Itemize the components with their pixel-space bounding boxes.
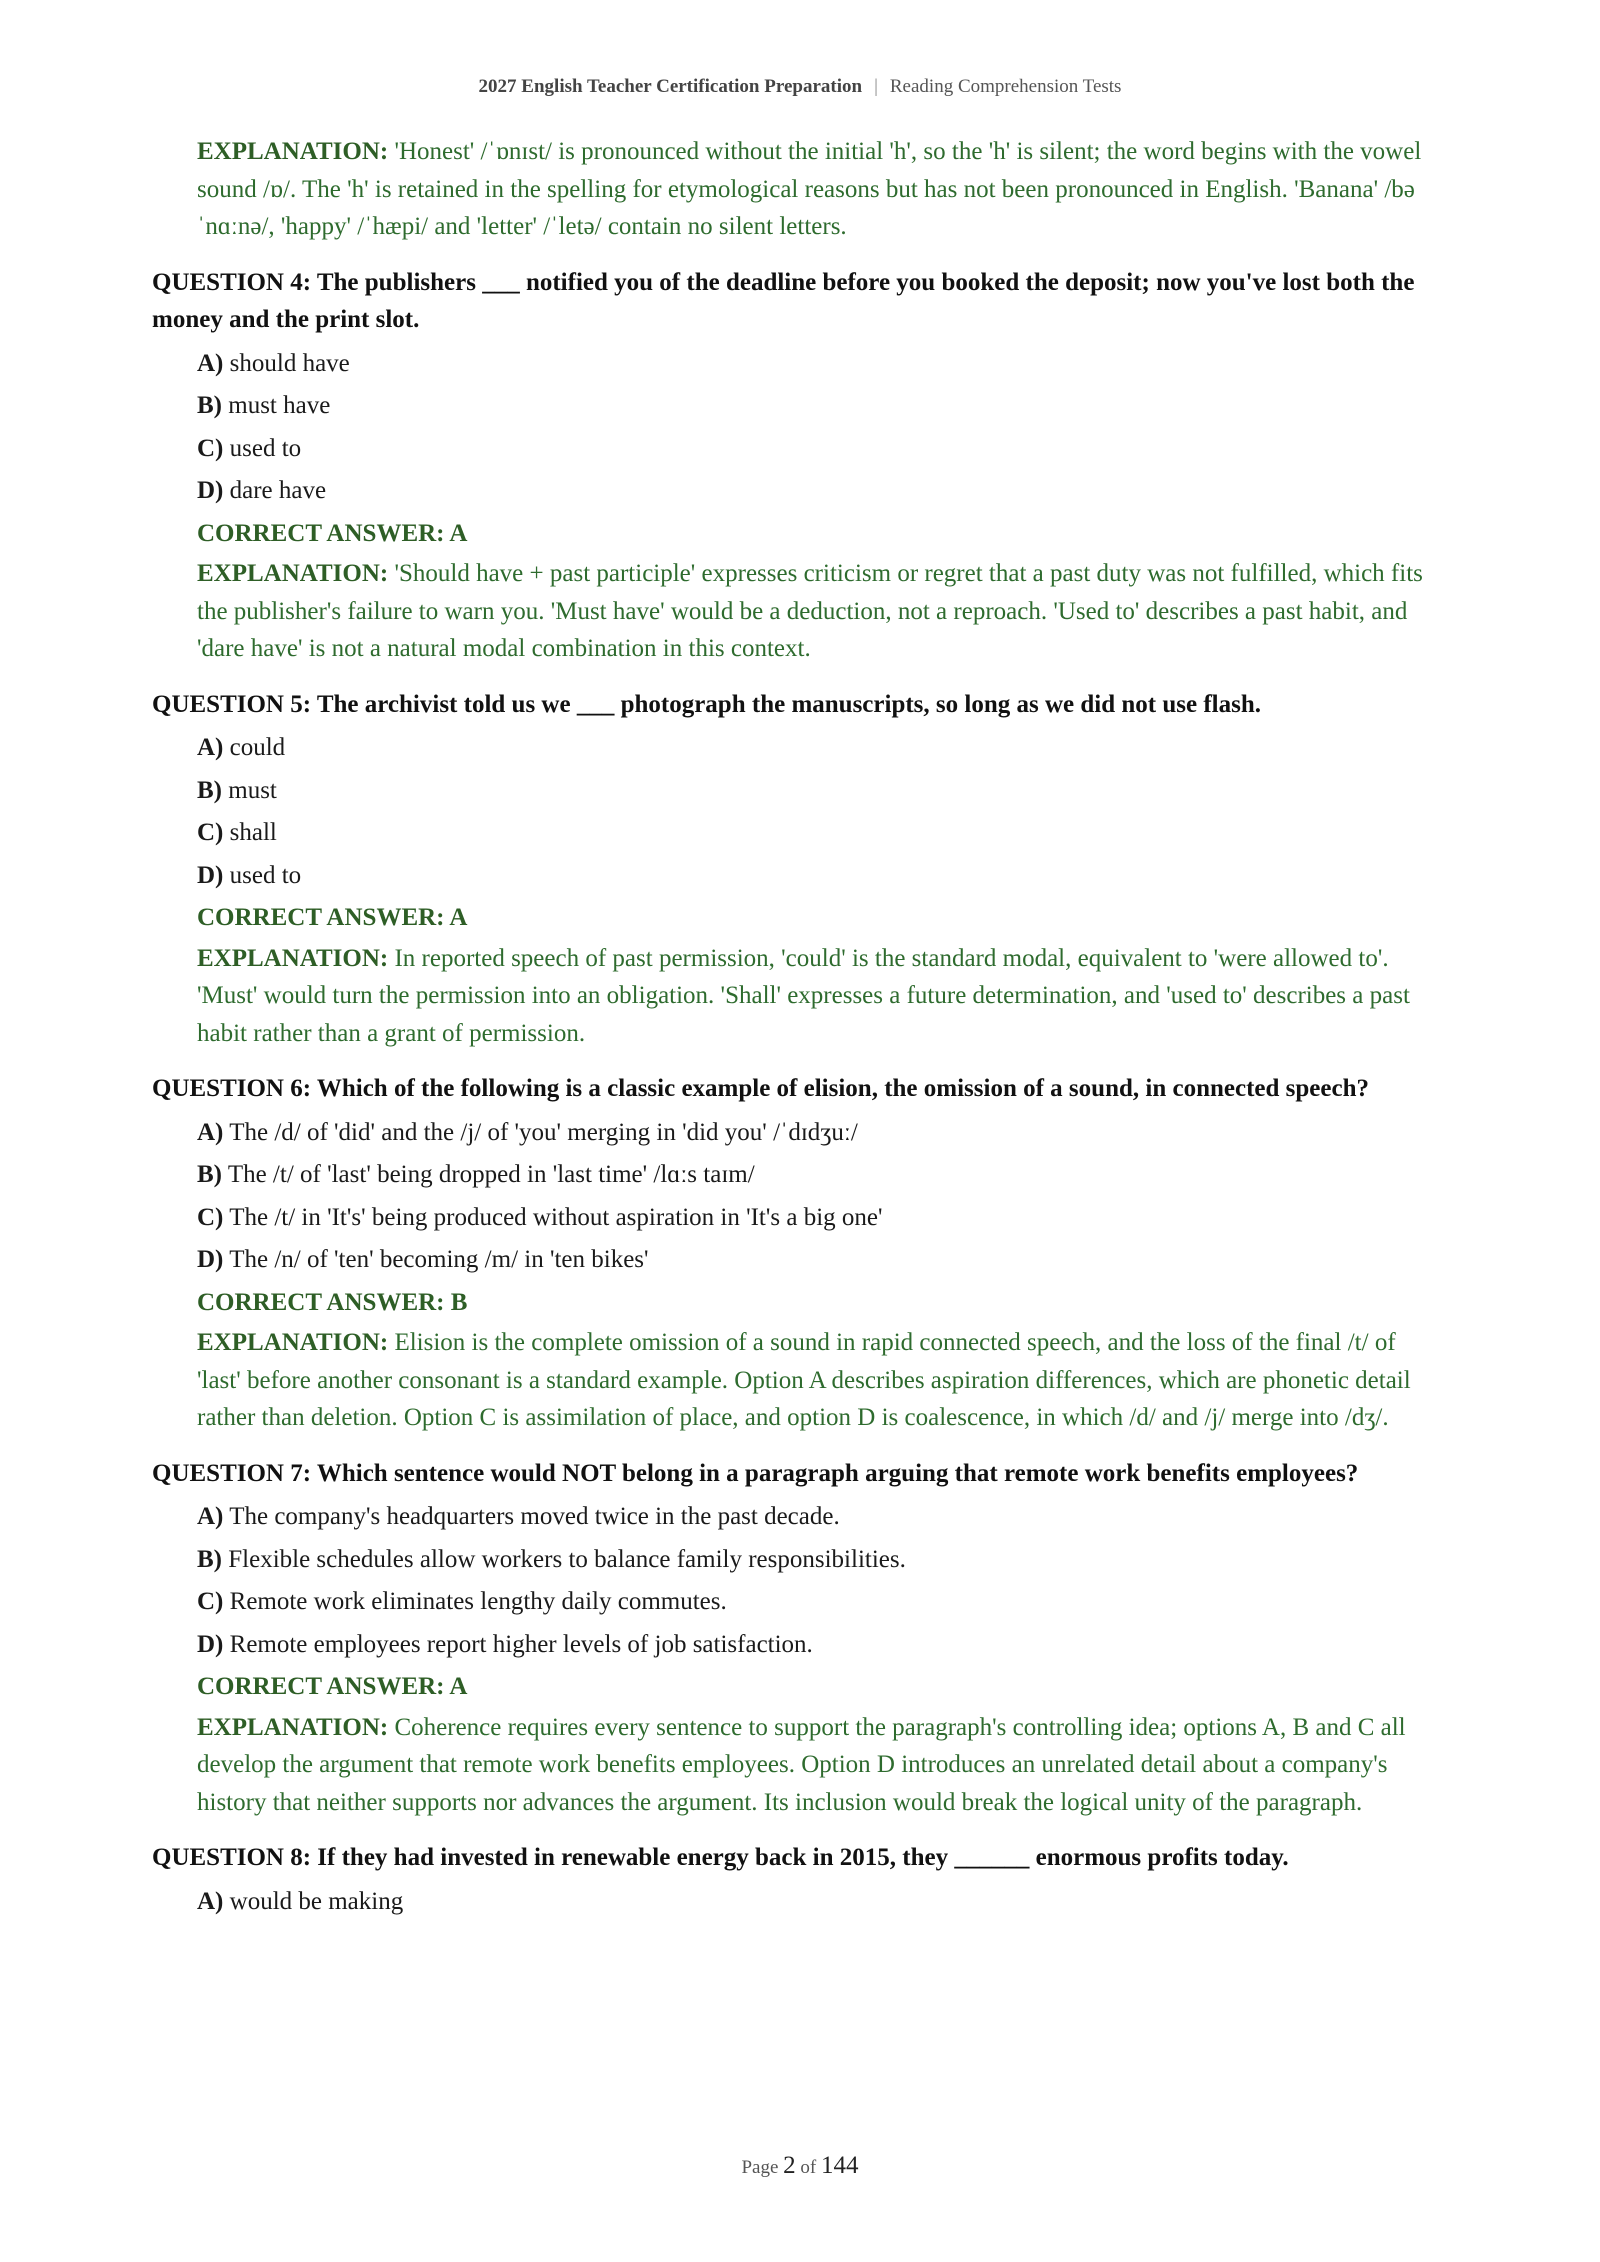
- explanation-text: Elision is the complete omission of a sound in rapid connected speech, and the loss of the final /t/ of 'last' before another consonant is a standard example. Option A describes aspiration differences, which are phonetic detail rather than deletion. Option C is assimilation of place, and option D is coalescence, in which /d/ and /j/ merge into /dʒ/.: [197, 1329, 1411, 1431]
- question-block-5: [152, 686, 1442, 1053]
- option-a: [197, 1496, 1442, 1539]
- total-pages: 144: [821, 2152, 859, 2179]
- question-block-8: [152, 1839, 1442, 1923]
- option-letter: B): [197, 1545, 222, 1573]
- option-letter: C): [197, 1203, 224, 1231]
- option-a: [197, 1112, 1442, 1155]
- option-letter: D): [197, 1246, 224, 1273]
- correct-answer-value: A: [449, 519, 468, 547]
- option-letter: A): [197, 1503, 224, 1530]
- explanation: [197, 1709, 1442, 1822]
- correct-answer-label: CORRECT ANSWER:: [197, 1288, 445, 1316]
- option-a: [197, 1881, 1442, 1924]
- option-letter: B): [197, 392, 222, 419]
- option-text: The company's headquarters moved twice in the past decade.: [229, 1503, 840, 1530]
- option-text: The /t/ of 'last' being dropped in 'last time' /lɑːs taɪm/: [227, 1161, 755, 1188]
- option-text: The /t/ in 'It's' being produced without aspiration in 'It's a big one': [229, 1203, 883, 1231]
- option-letter: C): [197, 434, 224, 462]
- option-letter: D): [197, 1630, 224, 1658]
- option-text: Flexible schedules allow workers to balance family responsibilities.: [228, 1545, 906, 1573]
- option-text: should have: [229, 349, 350, 377]
- header-subtitle: Reading Comprehension Tests: [889, 76, 1122, 97]
- option-d: [197, 855, 1442, 898]
- explanation-text: 'Should have + past participle' expresses criticism or regret that a past duty was not fulfilled, which fits the publisher's failure to warn you. 'Must have' would be a deduction, not a reproach. 'Used to' describes a past habit, and 'dare have' is not a natural modal combination in this context.: [197, 560, 1423, 662]
- of-word: of: [800, 2157, 817, 2178]
- explanation-text: 'Honest' /ˈɒnɪst/ is pronounced without the initial 'h', so the 'h' is silent; the word begins with the vowel sound /ɒ/. The 'h' is retained in the spelling for etymological reasons but has not been pronounced in English. 'Banana' /bəˈnɑːnə/, 'happy' /ˈhæpi/ and 'letter' /ˈletə/ contain no silent letters.: [197, 138, 1422, 240]
- page-footer: [0, 2152, 1600, 2180]
- page-word: Page: [741, 2157, 779, 2178]
- correct-answer-value: A: [449, 904, 468, 931]
- option-b: [197, 1154, 1442, 1197]
- option-text: dare have: [229, 477, 327, 504]
- explanation-label: EXPLANATION:: [197, 944, 389, 972]
- correct-answer: [197, 1282, 1442, 1325]
- page-header: [0, 76, 1600, 98]
- option-text: must have: [228, 392, 331, 419]
- correct-answer-label: CORRECT ANSWER:: [197, 519, 445, 547]
- explanation: [197, 940, 1442, 1053]
- correct-answer-label: CORRECT ANSWER:: [197, 904, 445, 931]
- option-letter: A): [197, 1887, 224, 1915]
- page-content: [152, 133, 1442, 1923]
- option-b: [197, 1539, 1442, 1582]
- explanation-label: EXPLANATION:: [197, 1329, 389, 1356]
- explanation-text: In reported speech of past permission, 'could' is the standard modal, equivalent to 'were allowed to'. 'Must' would turn the permission into an obligation. 'Shall' expresses a future determination, and 'used to' describes a past habit rather than a grant of permission.: [197, 944, 1410, 1047]
- question-block-4: [152, 264, 1442, 668]
- option-text: would be making: [229, 1887, 404, 1915]
- option-d: [197, 1624, 1442, 1667]
- correct-answer-value: B: [450, 1288, 468, 1316]
- page-number: 2: [783, 2152, 796, 2179]
- question-heading: QUESTION 5: The archivist told us we ___ photograph the manuscripts, so long as we did not use flash.: [152, 690, 1261, 718]
- explanation-q3: [197, 133, 1442, 246]
- option-letter: D): [197, 477, 224, 504]
- option-text: could: [229, 734, 286, 761]
- option-letter: B): [197, 776, 222, 804]
- question-heading: QUESTION 6: Which of the following is a classic example of elision, the omission of a sound, in connected speech?: [152, 1075, 1369, 1102]
- option-letter: C): [197, 1588, 224, 1615]
- question-heading: QUESTION 7: Which sentence would NOT belong in a paragraph arguing that remote work benefits employees?: [152, 1459, 1359, 1487]
- option-c: [197, 428, 1442, 471]
- option-text: must: [228, 776, 277, 804]
- question-block-7: [152, 1455, 1442, 1822]
- option-c: [197, 1581, 1442, 1624]
- header-separator: |: [874, 76, 878, 97]
- option-text: The /n/ of 'ten' becoming /m/ in 'ten bikes': [229, 1246, 649, 1273]
- option-b: [197, 770, 1442, 813]
- option-letter: D): [197, 861, 224, 889]
- correct-answer-label: CORRECT ANSWER:: [197, 1673, 445, 1700]
- option-d: [197, 470, 1442, 513]
- option-letter: B): [197, 1161, 222, 1188]
- explanation: [197, 555, 1442, 668]
- explanation-label: EXPLANATION:: [197, 138, 389, 165]
- explanation-label: EXPLANATION:: [197, 560, 389, 587]
- explanation-label: EXPLANATION:: [197, 1713, 389, 1741]
- option-a: [197, 727, 1442, 770]
- question-heading: QUESTION 8: If they had invested in renewable energy back in 2015, they ______ enormous profits today.: [152, 1844, 1289, 1871]
- option-text: shall: [229, 819, 277, 846]
- option-text: used to: [229, 861, 302, 889]
- option-c: [197, 1197, 1442, 1240]
- option-letter: A): [197, 1118, 224, 1146]
- option-text: The /d/ of 'did' and the /j/ of 'you' merging in 'did you' /ˈdɪdʒuː/: [229, 1118, 858, 1146]
- option-letter: C): [197, 819, 224, 846]
- explanation-text: Coherence requires every sentence to support the paragraph's controlling idea; options A, B and C all develop the argument that remote work benefits employees. Option D introduces an unrelated detail about a company's history that neither supports nor advances the argument. Its inclusion would break the logical unity of the paragraph.: [197, 1713, 1406, 1816]
- option-text: Remote employees report higher levels of job satisfaction.: [229, 1630, 813, 1658]
- option-a: [197, 343, 1442, 386]
- option-letter: A): [197, 734, 224, 761]
- correct-answer: [197, 513, 1442, 556]
- question-heading: QUESTION 4: The publishers ___ notified you of the deadline before you booked the deposit; now you've lost both the money and the print slot.: [152, 268, 1415, 333]
- correct-answer: [197, 1666, 1442, 1709]
- option-text: Remote work eliminates lengthy daily commutes.: [229, 1588, 727, 1615]
- question-block-6: [152, 1070, 1442, 1437]
- option-text: used to: [229, 434, 302, 462]
- option-letter: A): [197, 349, 224, 377]
- correct-answer-value: A: [449, 1673, 468, 1700]
- option-b: [197, 385, 1442, 428]
- option-c: [197, 812, 1442, 855]
- correct-answer: [197, 897, 1442, 940]
- header-title: 2027 English Teacher Certification Preparation: [478, 76, 863, 97]
- explanation: [197, 1324, 1442, 1437]
- option-d: [197, 1239, 1442, 1282]
